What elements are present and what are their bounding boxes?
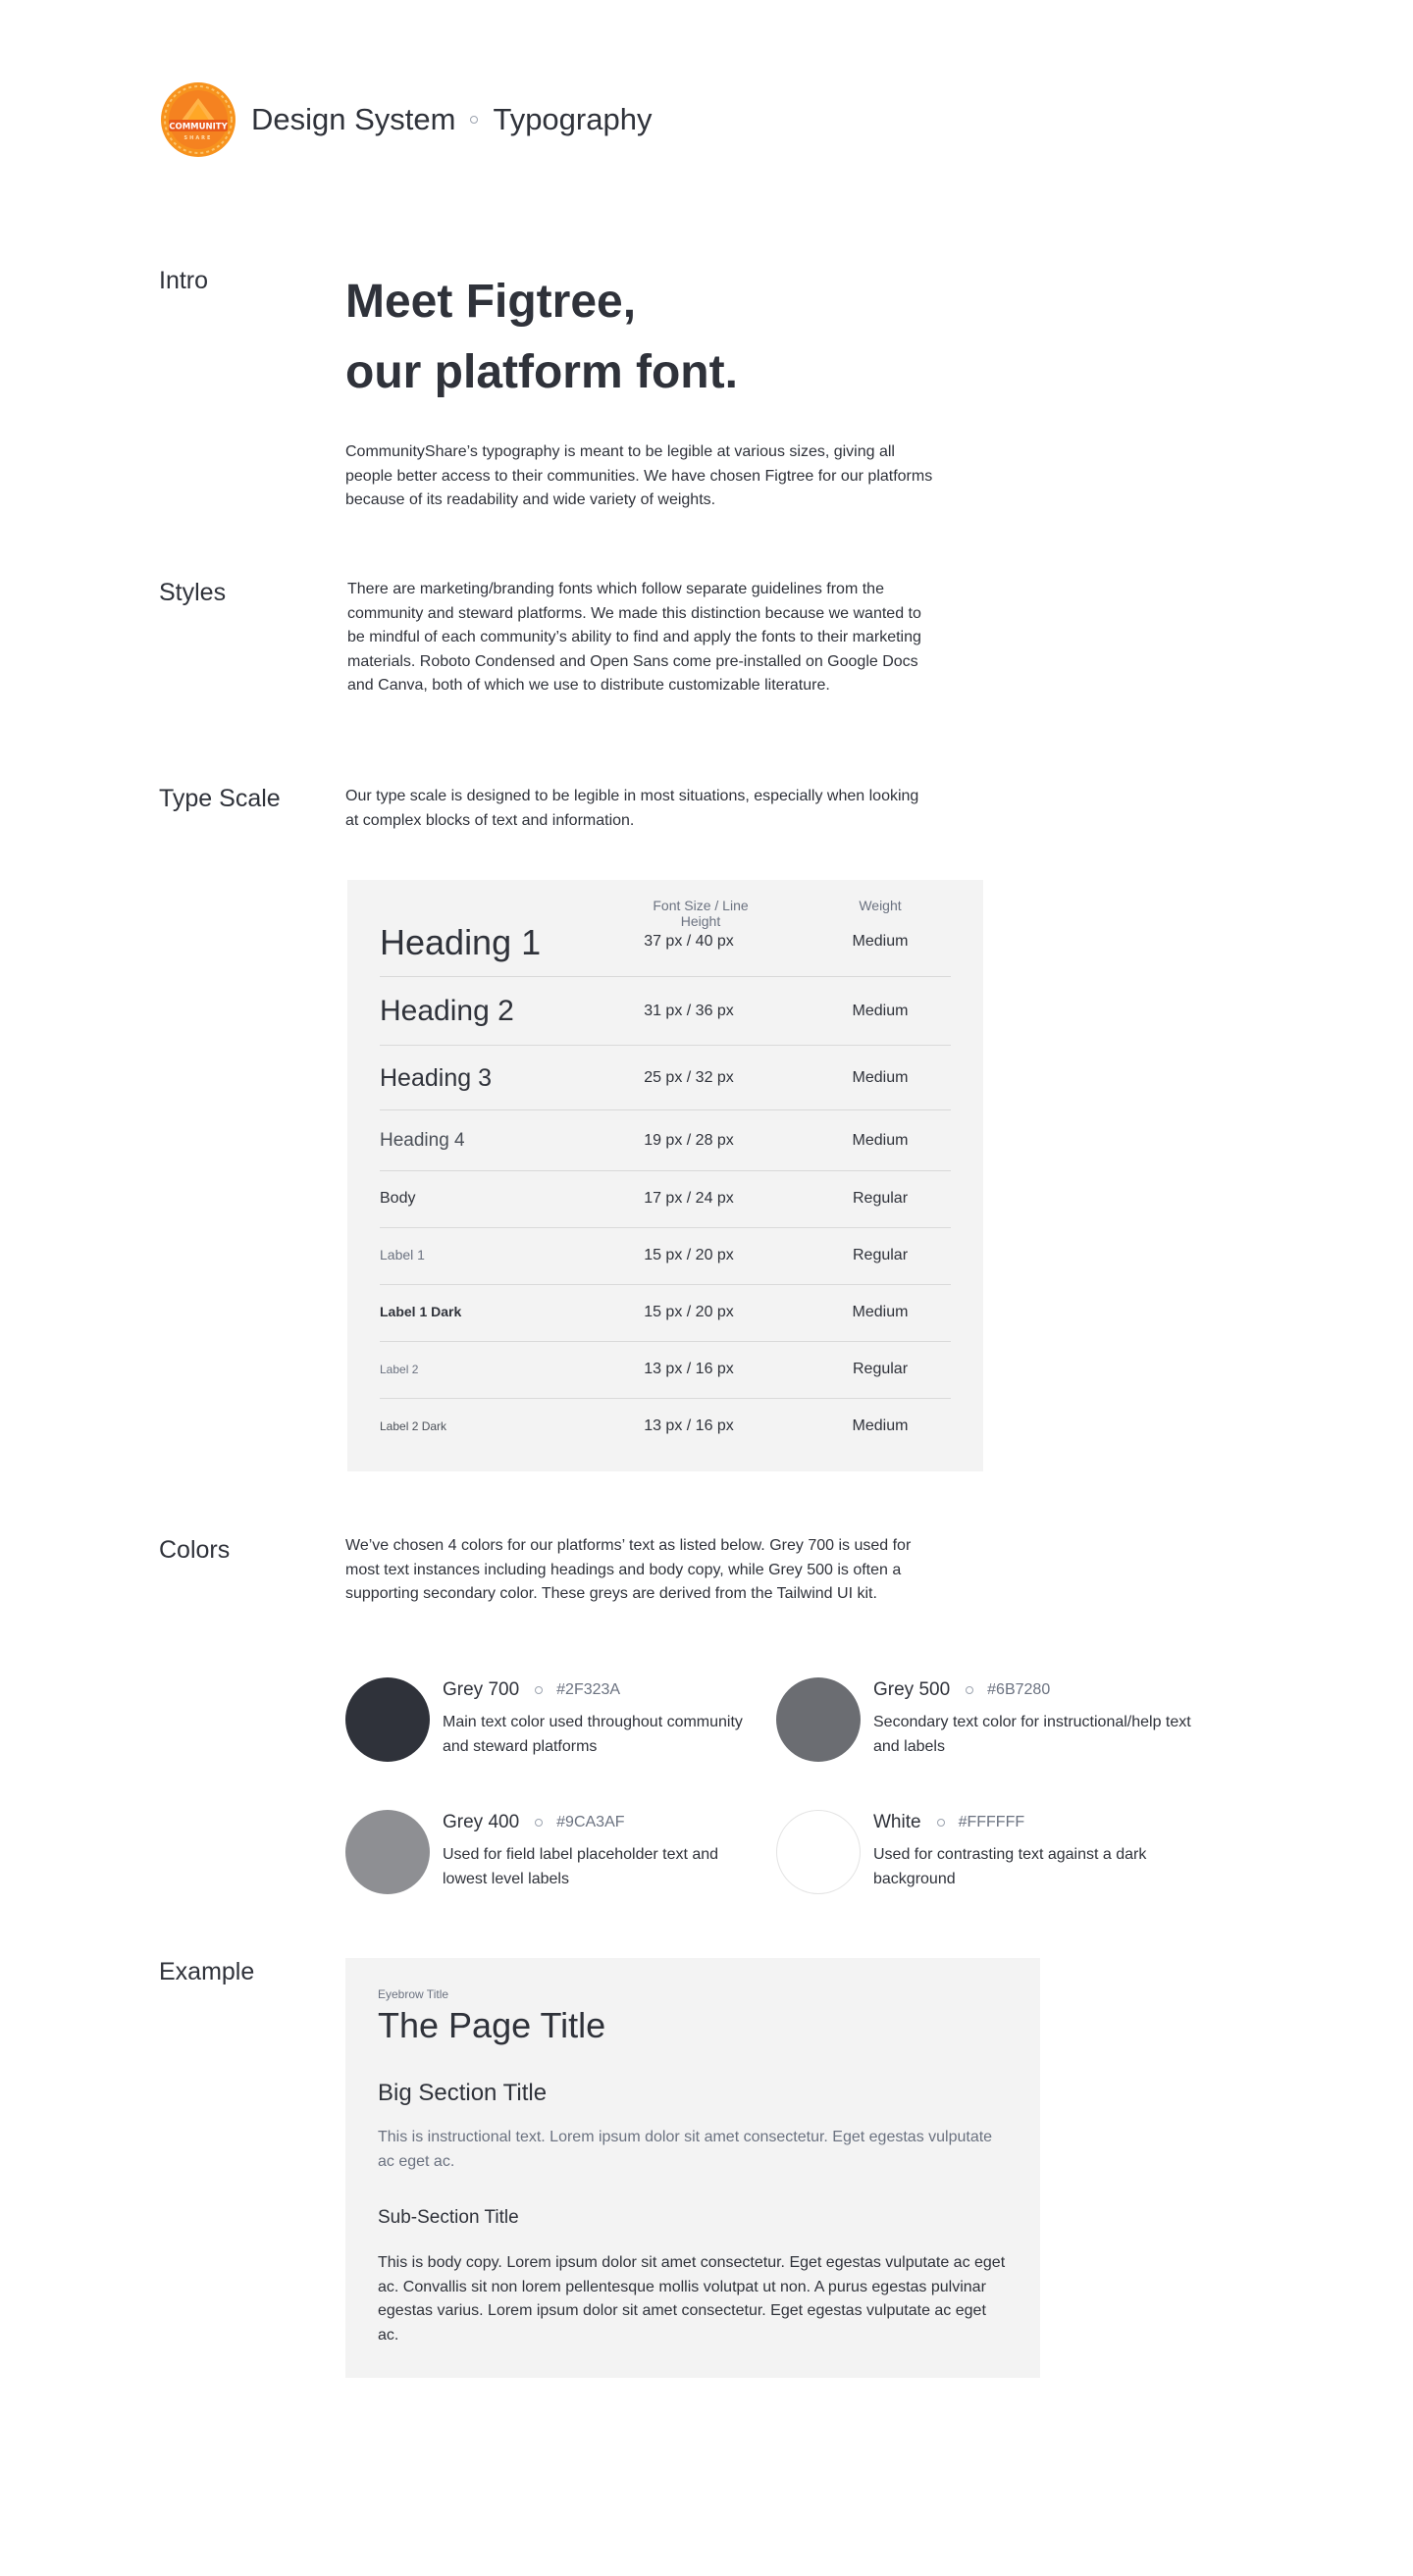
header-separator-dot xyxy=(470,116,478,124)
swatch-header xyxy=(443,1677,620,1703)
table-row xyxy=(380,1285,951,1342)
type-sample-name: Body xyxy=(380,1190,416,1207)
type-sample-name: Heading 1 xyxy=(380,922,542,962)
swatch-circle xyxy=(776,1677,861,1762)
type-weight-value: Medium xyxy=(852,1417,909,1434)
type-size-value: 15 px / 20 px xyxy=(644,1304,734,1320)
swatch-description: Secondary text color for instructional/help text and labels xyxy=(873,1714,1191,1755)
example-card xyxy=(345,1958,1040,2378)
type-weight-value: Medium xyxy=(852,933,909,950)
type-sample-name: Heading 4 xyxy=(380,1130,465,1151)
type-sample-name: Heading 2 xyxy=(380,995,514,1027)
communityshare-logo xyxy=(159,80,237,159)
type-size-value: 13 px / 16 px xyxy=(644,1361,734,1377)
type-scale-paragraph: Our type scale is designed to be legible in most situations, especially when looking at complex blocks of text and information. xyxy=(345,788,919,829)
type-size-value: 17 px / 24 px xyxy=(644,1190,734,1207)
swatch-separator-dot xyxy=(937,1819,945,1827)
instructional-text: This is instructional text. Lorem ipsum dolor sit amet consectetur. Eget egestas vulputate ac eget ac. xyxy=(378,2129,993,2170)
swatch-separator-dot xyxy=(535,1819,543,1827)
header-subtitle: Typography xyxy=(493,102,653,136)
swatch-description: Used for field label placeholder text and lowest level labels xyxy=(443,1846,719,1887)
page-header xyxy=(159,78,652,161)
swatch-description: Used for contrasting text against a dark background xyxy=(873,1846,1147,1887)
sub-section-title: Sub-Section Title xyxy=(378,2207,519,2228)
logo-wordmark-sub: SHARE xyxy=(183,135,213,141)
page-title: The Page Title xyxy=(378,2005,606,2045)
logo-wordmark: COMMUNITY xyxy=(169,122,228,132)
swatch-circle xyxy=(345,1677,430,1762)
type-weight-value: Medium xyxy=(852,1069,909,1086)
swatch-circle xyxy=(776,1810,861,1894)
body-copy: This is body copy. Lorem ipsum dolor sit amet consectetur. Eget egestas vulputate ac eget ac. Convallis sit non lorem pellentesque mollis volutpat ut non. A purus egestas pulvinar egestas varius. Lorem ipsum dolor sit amet consectetur. Eget egestas vulputate ac eget ac. xyxy=(378,2254,1006,2344)
swatch-header xyxy=(443,1810,625,1835)
swatch-circle xyxy=(345,1810,430,1894)
eyebrow-title: Eyebrow Title xyxy=(378,1987,449,2001)
color-swatch-grey-700 xyxy=(345,1677,777,1766)
section-label-styles: Styles xyxy=(159,579,227,606)
swatch-hex: #FFFFFF xyxy=(958,1814,1025,1830)
table-row xyxy=(380,1171,951,1228)
swatch-name: Grey 700 xyxy=(443,1679,520,1700)
hero-line-1: Meet Figtree, xyxy=(345,276,637,328)
colors-paragraph: We’ve chosen 4 colors for our platforms’ text as listed below. Grey 700 is used for most text instances including headings and body copy, while Grey 500 is often a supporting secondary color. These greys are derived from the Tailwind UI kit. xyxy=(345,1537,912,1602)
column-header-size: Font Size / Line Height xyxy=(653,898,749,929)
type-sample-name: Heading 3 xyxy=(380,1064,492,1092)
color-swatch-white xyxy=(776,1810,1208,1898)
type-size-value: 31 px / 36 px xyxy=(644,1003,734,1019)
type-weight-value: Regular xyxy=(852,1361,909,1377)
swatch-header xyxy=(873,1810,1024,1835)
big-section-title: Big Section Title xyxy=(378,2080,548,2106)
table-row xyxy=(380,1342,951,1399)
table-row xyxy=(380,977,951,1046)
color-swatch-grey-400 xyxy=(345,1810,777,1898)
section-label-intro: Intro xyxy=(159,267,209,294)
type-sample-name: Label 2 Dark xyxy=(380,1419,447,1433)
type-weight-value: Medium xyxy=(852,1003,909,1019)
type-weight-value: Regular xyxy=(852,1247,909,1263)
type-size-value: 19 px / 28 px xyxy=(644,1132,734,1149)
type-weight-value: Medium xyxy=(852,1304,909,1320)
swatch-hex: #2F323A xyxy=(556,1681,621,1698)
intro-section xyxy=(345,267,934,408)
swatch-name: Grey 500 xyxy=(873,1679,951,1700)
styles-paragraph: There are marketing/branding fonts which follow separate guidelines from the community and steward platforms. We made this distinction because we wanted to be mindful of each community’s ability to find and apply the fonts to their marketing materials. Roboto Condensed and Open Sans come pre-installed on Google Docs and Canva, both of which we use to distribute customizable literature. xyxy=(347,581,921,694)
type-weight-value: Medium xyxy=(852,1132,909,1149)
section-label-example: Example xyxy=(159,1958,255,1985)
table-row xyxy=(380,1399,951,1455)
swatch-name: Grey 400 xyxy=(443,1812,520,1832)
swatch-header xyxy=(873,1677,1050,1703)
type-size-value: 37 px / 40 px xyxy=(644,933,734,950)
section-label-colors: Colors xyxy=(159,1536,231,1564)
swatch-separator-dot xyxy=(535,1686,543,1694)
type-sample-name: Label 1 xyxy=(380,1247,425,1262)
type-sample-name: Label 1 Dark xyxy=(380,1304,462,1319)
table-row xyxy=(380,1046,951,1110)
swatch-name: White xyxy=(873,1812,921,1832)
header-title: Design System xyxy=(251,102,456,136)
hero-line-2: our platform font. xyxy=(345,346,738,398)
intro-paragraph: CommunityShare’s typography is meant to be legible at various sizes, giving all people better access to their communities. We have chosen Figtree for our platforms because of its readability and wide variety of weights. xyxy=(345,443,933,508)
type-size-value: 25 px / 32 px xyxy=(644,1069,734,1086)
type-sample-name: Label 2 xyxy=(380,1363,419,1376)
swatch-hex: #6B7280 xyxy=(987,1681,1051,1698)
swatch-description: Main text color used throughout community and steward platforms xyxy=(443,1714,743,1755)
swatch-hex: #9CA3AF xyxy=(556,1814,625,1830)
table-row xyxy=(380,1228,951,1285)
type-size-value: 13 px / 16 px xyxy=(644,1417,734,1434)
color-swatch-grey-500 xyxy=(776,1677,1208,1766)
type-scale-table xyxy=(347,880,983,1471)
section-label-type-scale: Type Scale xyxy=(159,785,281,812)
type-size-value: 15 px / 20 px xyxy=(644,1247,734,1263)
column-header-weight: Weight xyxy=(859,898,902,913)
table-row xyxy=(380,912,951,977)
table-row xyxy=(380,1110,951,1171)
type-weight-value: Regular xyxy=(852,1190,909,1207)
swatch-separator-dot xyxy=(966,1686,973,1694)
